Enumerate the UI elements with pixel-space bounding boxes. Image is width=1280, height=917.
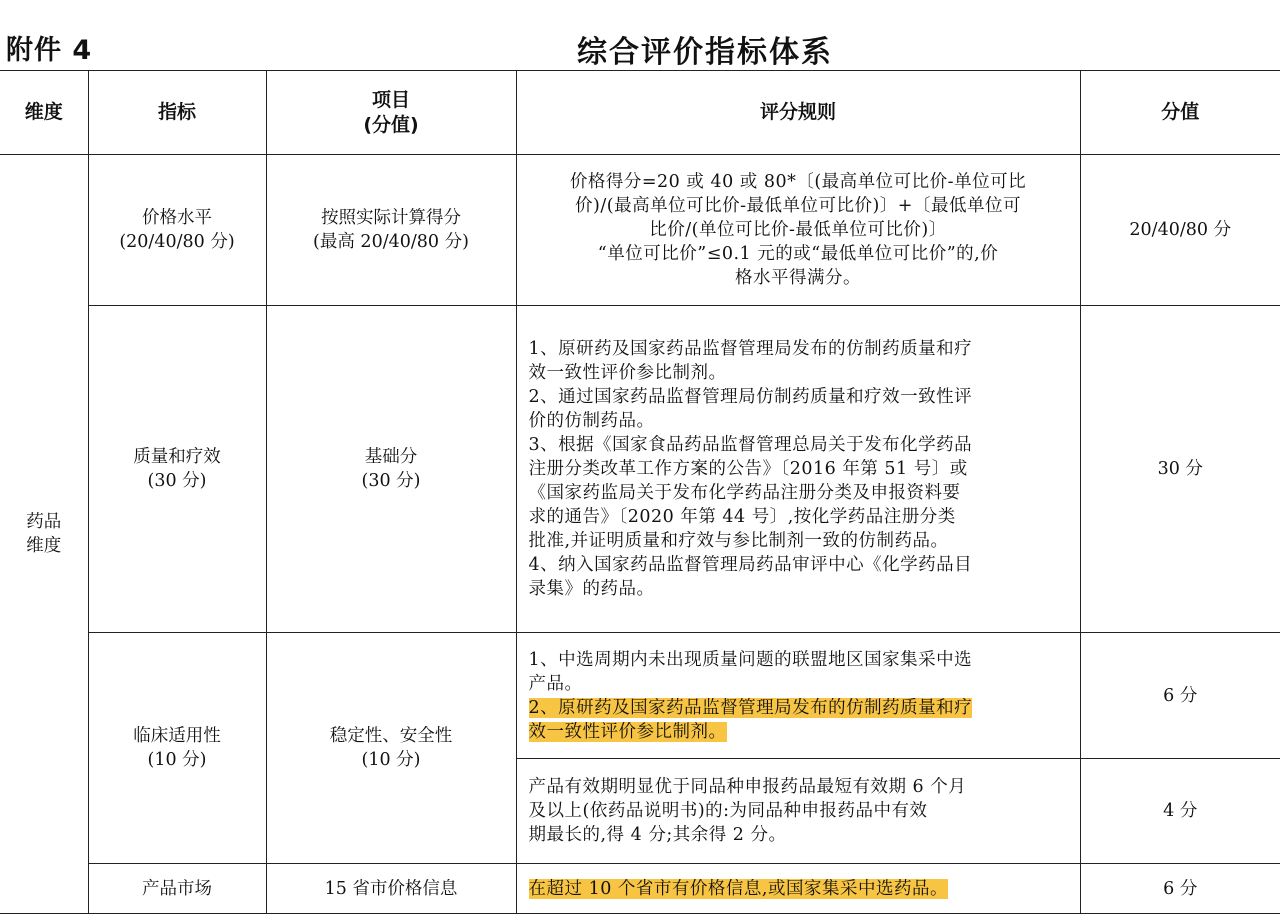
- quality-rule-line: 批准,并证明质量和疗效与参比制剂一致的仿制药品。: [528, 531, 949, 551]
- quality-rule-line: 《国家药监局关于发布化学药品注册分类及申报资料要: [528, 483, 961, 503]
- price-item-points: (最高 20/40/80 分): [313, 232, 469, 252]
- highlighted-rule-line: 效一致性评价参比制剂。: [528, 721, 727, 742]
- clinical-rule-line: 产品。: [528, 673, 583, 694]
- price-indicator-name: 价格水平: [142, 208, 212, 228]
- header-item-line1: 项目: [371, 88, 410, 111]
- clinical-item: [266, 633, 516, 864]
- highlighted-rule-line: 在超过 10 个省市有价格信息,或国家集采中选药品。: [528, 878, 948, 899]
- table-row-quality: [0, 306, 1280, 633]
- price-item-name: 按照实际计算得分: [321, 208, 461, 228]
- clinical-item-points: (10 分): [361, 750, 421, 770]
- clinical-rule-line: 1、中选周期内未出现质量问题的联盟地区国家集采中选: [528, 649, 973, 670]
- dimension-line1: 药品: [26, 512, 62, 532]
- price-rule-line: “单位可比价”≤0.1 元的或“最低单位可比价”的,价: [597, 244, 999, 264]
- header-score: 分值: [1080, 71, 1280, 155]
- price-item: [266, 155, 516, 306]
- clinical-rule-line: 期最长的,得 4 分;其余得 2 分。: [528, 825, 787, 845]
- price-rule-line: 比价/(单位可比价-最低单位可比价)〕: [649, 220, 947, 240]
- clinical-indicator: [88, 633, 266, 864]
- header-dimension: 维度: [0, 71, 88, 155]
- highlighted-rule-line: 2、原研药及国家药品监督管理局发布的仿制药质量和疗: [528, 697, 973, 718]
- clinical-indicator-name: 临床适用性: [133, 726, 221, 746]
- quality-indicator-name: 质量和疗效: [133, 447, 221, 467]
- clinical-indicator-points: (10 分): [147, 750, 207, 770]
- quality-item: [266, 306, 516, 633]
- quality-indicator-points: (30 分): [147, 471, 207, 491]
- clinical-item-name: 稳定性、安全性: [329, 726, 453, 746]
- quality-rule-line: 4、纳入国家药品监督管理局药品审评中心《化学药品目: [528, 555, 973, 575]
- quality-rule-line: 2、通过国家药品监督管理局仿制药质量和疗效一致性评: [528, 387, 973, 407]
- quality-rule-line: 价的仿制药品。: [528, 411, 655, 431]
- quality-rule-line: 1、原研药及国家药品监督管理局发布的仿制药质量和疗: [528, 339, 973, 359]
- quality-item-points: (30 分): [361, 471, 421, 491]
- quality-rule: [516, 306, 1080, 633]
- attachment-label: 附件 4: [6, 35, 93, 66]
- table-header-row: [0, 71, 1280, 155]
- clinical-rule-a: [516, 633, 1080, 759]
- price-score: 20/40/80 分: [1080, 155, 1280, 306]
- quality-rule-line: 求的通告》〔2020 年第 44 号〕,按化学药品注册分类: [528, 507, 956, 527]
- price-rule: [516, 155, 1080, 306]
- evaluation-table: [0, 70, 1280, 914]
- header-rule: 评分规则: [516, 71, 1080, 155]
- market-score: 6 分: [1080, 864, 1280, 914]
- clinical-rule-line: 产品有效期明显优于同品种申报药品最短有效期 6 个月: [528, 777, 967, 797]
- dimension-line2: 维度: [26, 536, 62, 556]
- price-indicator-points: (20/40/80 分): [119, 232, 235, 252]
- header-item: [266, 71, 516, 155]
- dimension-cell: [0, 155, 88, 914]
- price-rule-line: 价)/(最高单位可比价-最低单位可比价)〕+〔最低单位可: [575, 196, 1021, 216]
- quality-item-name: 基础分: [364, 447, 418, 467]
- quality-score: 30 分: [1080, 306, 1280, 633]
- quality-rule-line: 录集》的药品。: [528, 579, 655, 599]
- price-rule-line: 格水平得满分。: [735, 268, 861, 288]
- market-rule: [516, 864, 1080, 914]
- clinical-score-b: 4 分: [1080, 759, 1280, 864]
- market-indicator: 产品市场: [88, 864, 266, 914]
- clinical-rule-line: 及以上(依药品说明书)的:为同品种申报药品中有效: [528, 801, 928, 821]
- clinical-score-a: 6 分: [1080, 633, 1280, 759]
- quality-indicator: [88, 306, 266, 633]
- price-indicator: [88, 155, 266, 306]
- table-row-price: [0, 155, 1280, 306]
- page-title: 综合评价指标体系: [577, 35, 833, 70]
- table-row-clinical-a: [0, 633, 1280, 759]
- quality-rule-line: 效一致性评价参比制剂。: [528, 363, 727, 383]
- header-item-line2: (分值): [363, 113, 419, 136]
- price-rule-line: 价格得分=20 或 40 或 80*〔(最高单位可比价-单位可比: [569, 172, 1027, 192]
- quality-rule-line: 注册分类改革工作方案的公告》〔2016 年第 51 号〕或: [528, 459, 968, 479]
- quality-rule-line: 3、根据《国家食品药品监督管理总局关于发布化学药品: [528, 435, 973, 455]
- market-item: 15 省市价格信息: [266, 864, 516, 914]
- header-indicator: 指标: [88, 71, 266, 155]
- clinical-rule-b: [516, 759, 1080, 864]
- table-row-market: [0, 864, 1280, 914]
